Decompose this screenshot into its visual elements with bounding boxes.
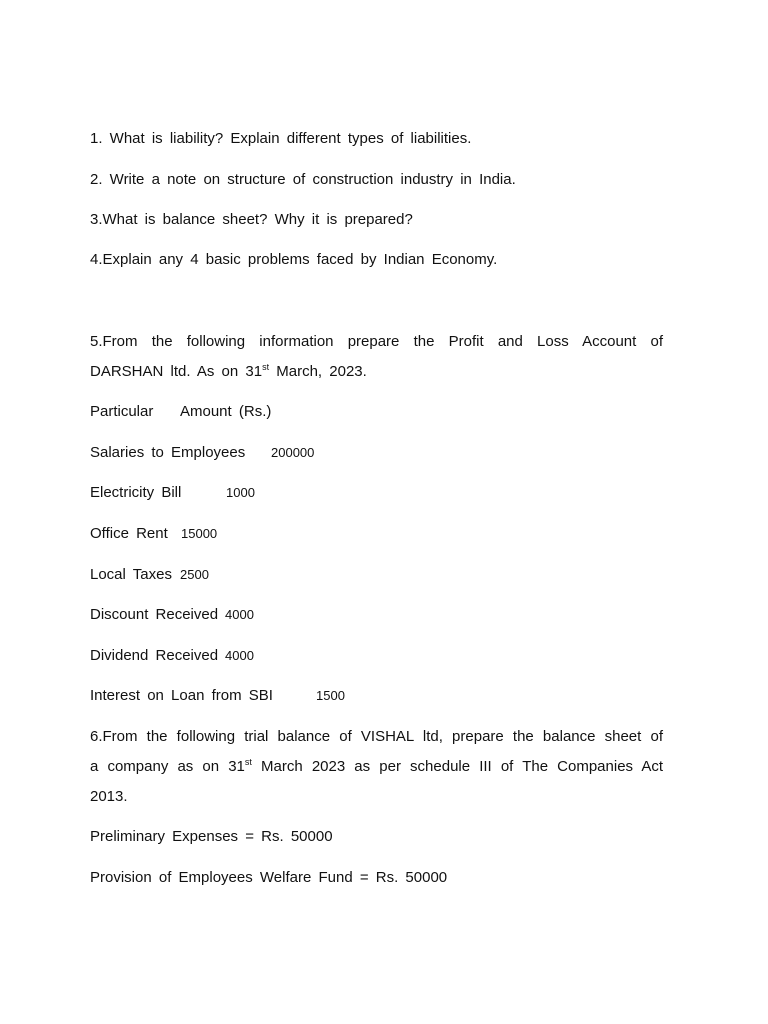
item-amount: 15000 [181, 526, 218, 541]
list-item: Preliminary Expenses = Rs. 50000 [90, 828, 333, 845]
item-amount: 2500 [180, 567, 209, 582]
list-item [90, 687, 345, 705]
question-6-line-1: 6.From the following trial balance of VISHAL ltd, prepare the balance sheet of [90, 728, 663, 745]
header-particular: Particular [90, 403, 154, 420]
question-1: 1. What is liability? Explain different types of liabilities. [90, 130, 472, 147]
list-item [90, 484, 255, 502]
item-amount: 1000 [226, 485, 255, 500]
question-6-line-2-rest: March 2023 as per schedule III of The Companies Act [251, 758, 663, 775]
list-item [90, 444, 315, 462]
question-5-line-2 [90, 363, 367, 381]
item-label: Salaries to Employees [90, 444, 246, 461]
list-item [90, 525, 218, 543]
item-amount: 4000 [225, 648, 254, 663]
question-5-line-2-text: DARSHAN ltd. As on 31 [90, 363, 263, 380]
item-label: Interest on Loan from SBI [90, 687, 273, 704]
question-5-line-1: 5.From the following information prepare the Profit and Loss Account of [90, 333, 663, 350]
table-header [90, 403, 272, 421]
list-item: Provision of Employees Welfare Fund = Rs. 50000 [90, 869, 448, 886]
ordinal-suffix: st [262, 362, 270, 372]
question-6-line-3: 2013. [90, 788, 128, 805]
header-amount: Amount (Rs.) [180, 403, 272, 420]
question-2: 2. Write a note on structure of construction industry in India. [90, 171, 516, 188]
item-label: Dividend Received [90, 647, 219, 664]
question-5-line-2-date: March, 2023. [269, 363, 367, 380]
list-item [90, 566, 209, 584]
question-6-line-2-text: a company as on 31 [90, 758, 245, 775]
item-label: Office Rent [90, 525, 168, 542]
question-4: 4.Explain any 4 basic problems faced by Indian Economy. [90, 251, 498, 268]
ordinal-suffix: st [244, 757, 252, 767]
list-item [90, 606, 254, 624]
item-label: Local Taxes [90, 566, 172, 583]
question-3: 3.What is balance sheet? Why it is prepared? [90, 211, 413, 228]
item-label: Discount Received [90, 606, 219, 623]
item-amount: 200000 [271, 445, 315, 460]
item-amount: 4000 [225, 607, 254, 622]
question-6-line-2 [90, 758, 663, 776]
item-amount: 1500 [316, 688, 345, 703]
list-item [90, 647, 254, 665]
item-label: Electricity Bill [90, 484, 182, 501]
